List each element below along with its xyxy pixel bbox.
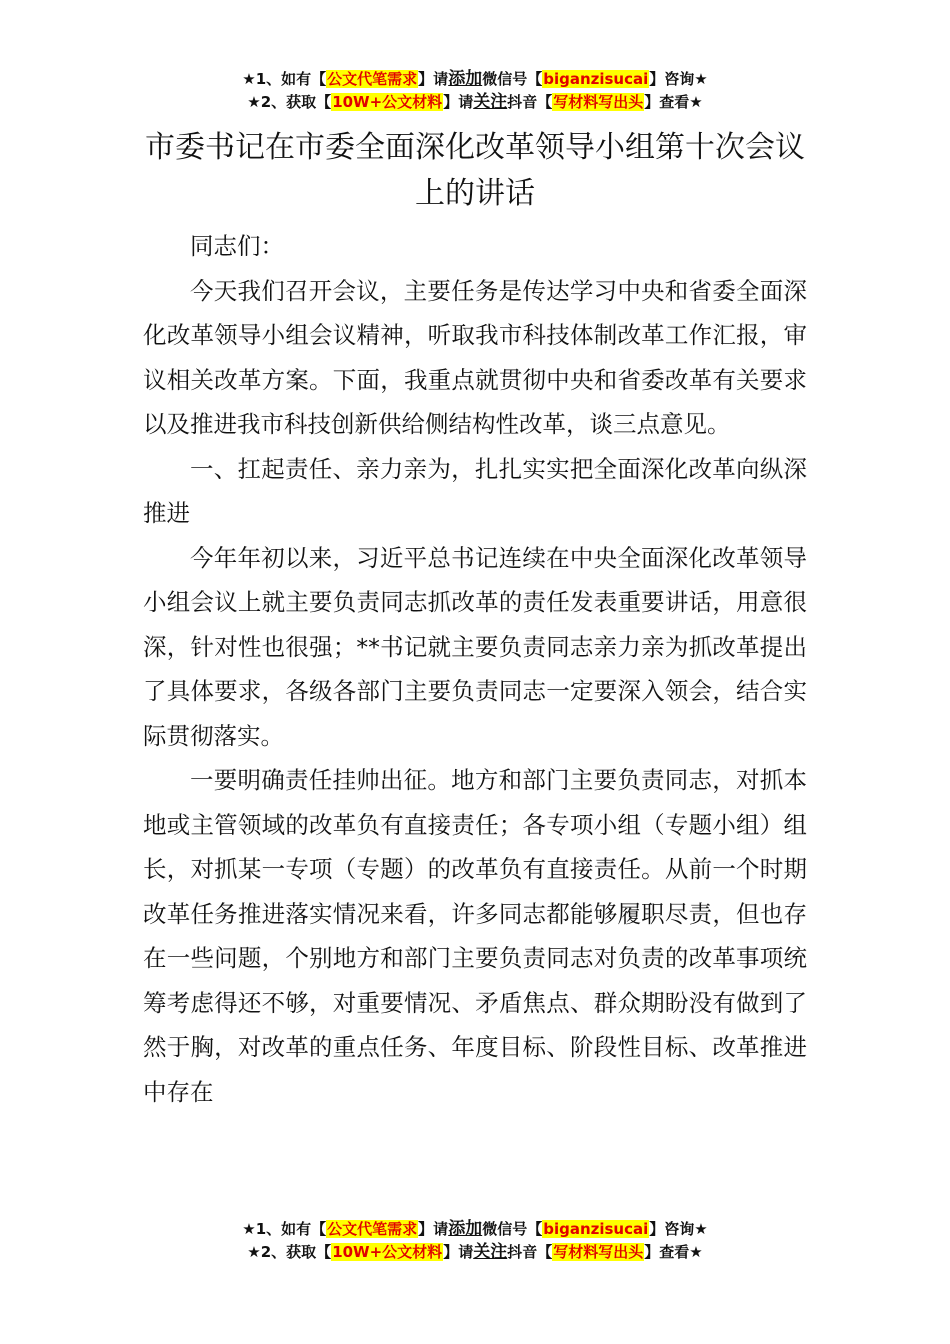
promo-text: 】请 [418,1220,449,1238]
body-paragraph: 今年年初以来，习近平总书记连续在中央全面深化改革领导小组会议上就主要负责同志抓改革的责任发表重要讲话，用意很深，针对性也很强；**书记就主要负责同志亲力亲为抓改革提出了具体要求，各级各部门主要负责同志一定要深入领会，结合实际贯彻落实。 [143,543,807,750]
section-heading: 一、扛起责任、亲力亲为，扎扎实实把全面深化改革向纵深推进 [143,454,807,527]
promo-text: ★1、如有【 [242,1220,327,1238]
promo-text: ★2、获取【 [247,1243,332,1261]
promo-text: 】查看★ [644,1243,703,1261]
salutation: 同志们： [190,232,284,260]
promo-underline: 添加 [448,1219,483,1239]
wechat-id-highlight: biganzisucai [543,1220,649,1238]
promo-line-1 [0,1218,950,1241]
promo-line-2 [0,91,950,114]
promo-text: ★2、获取【 [247,93,332,111]
document-title: 市委书记在市委全面深化改革领导小组第十次会议上的讲话 [145,130,805,211]
promo-text: ★1、如有【 [242,70,327,88]
wechat-id-highlight: biganzisucai [543,70,649,88]
douyin-id-highlight: 写材料写出头 [553,93,644,111]
promo-highlight: 10W+公文材料 [332,93,443,111]
promo-text: 抖音【 [507,1243,553,1261]
promo-text: 】查看★ [644,93,703,111]
body-paragraph: 今天我们召开会议，主要任务是传达学习中央和省委全面深化改革领导小组会议精神，听取我市科技体制改革工作汇报，审议相关改革方案。下面，我重点就贯彻中央和省委改革有关要求以及推进我市科技创新供给侧结构性改革，谈三点意见。 [143,276,807,438]
promo-text: 】咨询★ [649,70,708,88]
promo-text: 】咨询★ [649,1220,708,1238]
promo-underline: 关注 [473,1242,508,1262]
promo-text: 】请 [443,93,474,111]
promo-text: 微信号【 [482,1220,543,1238]
promo-highlight: 10W+公文材料 [332,1243,443,1261]
document-body [143,224,807,1114]
promo-underline: 添加 [448,69,483,89]
promo-banner-top [0,68,950,114]
promo-line-2 [0,1241,950,1264]
body-paragraph: 一要明确责任挂帅出征。地方和部门主要负责同志，对抓本地或主管领域的改革负有直接责任；各专项小组（专题小组）组长，对抓某一专项（专题）的改革负有直接责任。从前一个时期改革任务推进落实情况来看，许多同志都能够履职尽责，但也存在一些问题，个别地方和部门主要负责同志对负责的改革事项统筹考虑得还不够，对重要情况、矛盾焦点、群众期盼没有做到了然于胸，对改革的重点任务、年度目标、阶段性目标、改革推进中存在 [143,766,807,1106]
promo-banner-bottom [0,1218,950,1264]
promo-highlight: 公文代笔需求 [327,70,418,88]
promo-underline: 关注 [473,92,508,112]
douyin-id-highlight: 写材料写出头 [553,1243,644,1261]
promo-text: 微信号【 [482,70,543,88]
promo-line-1 [0,68,950,91]
promo-text: 】请 [418,70,449,88]
promo-text: 抖音【 [507,93,553,111]
promo-text: 】请 [443,1243,474,1261]
promo-highlight: 公文代笔需求 [327,1220,418,1238]
